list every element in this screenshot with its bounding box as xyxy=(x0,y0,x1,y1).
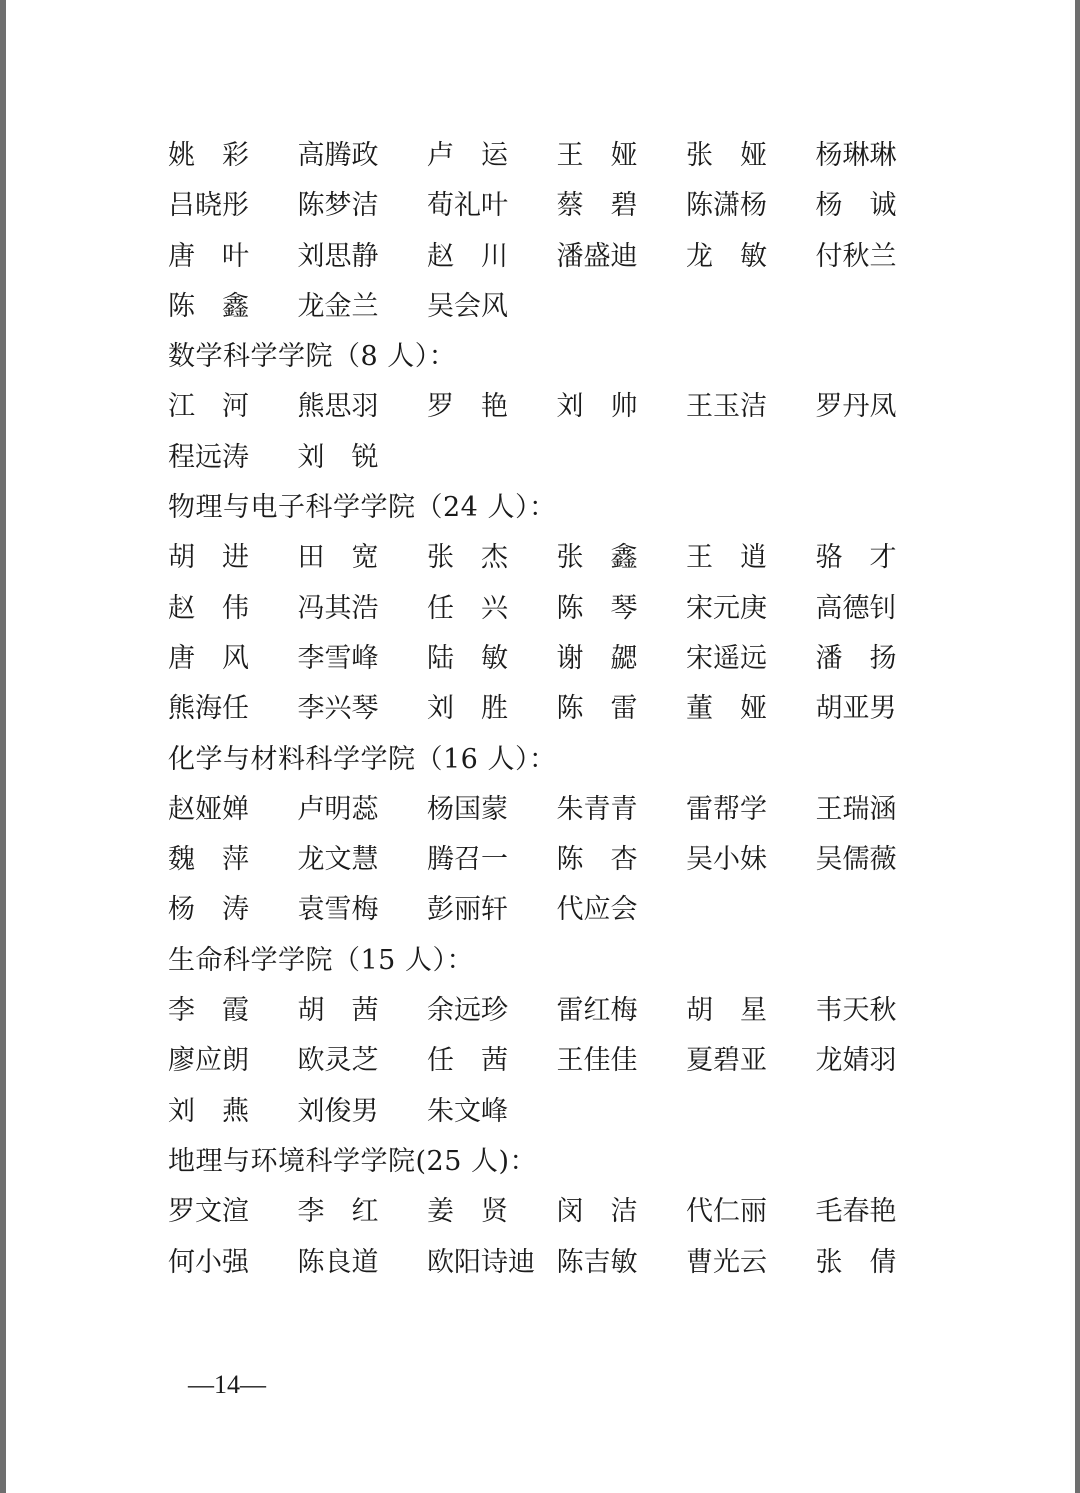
name-row xyxy=(168,433,928,483)
student-name: 蔡 碧 xyxy=(556,190,638,222)
student-name: 陈 杏 xyxy=(556,844,638,876)
student-name: 潘盛迪 xyxy=(556,240,638,272)
student-name: 袁雪梅 xyxy=(297,894,379,926)
student-name: 刘思静 xyxy=(297,240,379,272)
student-name: 任 兴 xyxy=(427,592,508,624)
student-name: 刘俊男 xyxy=(297,1095,379,1127)
student-name: 赵娅婵 xyxy=(168,793,249,825)
student-name: 代仁丽 xyxy=(686,1196,767,1228)
college-heading: 化学与材料科学学院（16 人）： xyxy=(168,743,557,775)
name-row xyxy=(168,684,928,734)
page-content xyxy=(168,131,928,1288)
student-name: 刘 燕 xyxy=(168,1095,249,1127)
student-name: 陈 雷 xyxy=(556,693,638,725)
student-name: 姜 贤 xyxy=(427,1196,508,1228)
student-name: 雷帮学 xyxy=(686,793,767,825)
name-row xyxy=(168,282,928,332)
student-name: 宋遥远 xyxy=(686,642,767,674)
student-name: 卢 运 xyxy=(427,140,508,171)
student-name: 高德钊 xyxy=(815,592,897,624)
student-name: 骆 才 xyxy=(815,542,897,574)
student-name: 毛春艳 xyxy=(815,1196,897,1228)
student-name: 龙文慧 xyxy=(297,844,379,876)
student-name: 杨 诚 xyxy=(815,190,897,222)
student-name: 杨国蒙 xyxy=(427,793,508,825)
student-name: 魏 萍 xyxy=(168,844,249,876)
student-name: 吕晓彤 xyxy=(168,190,249,222)
student-name: 李 红 xyxy=(297,1196,379,1228)
student-name: 陆 敏 xyxy=(427,642,508,674)
student-name: 张 倩 xyxy=(815,1246,897,1278)
college-heading: 生命科学学院（15 人）： xyxy=(168,944,474,976)
student-name: 龙婧羽 xyxy=(815,1045,897,1077)
student-name: 胡 星 xyxy=(686,995,767,1027)
student-name: 杨 涛 xyxy=(168,894,249,926)
student-name: 欧阳诗迪 xyxy=(427,1246,535,1278)
student-name: 熊海任 xyxy=(168,693,249,725)
college-heading: 数学科学学院（8 人）： xyxy=(168,341,457,373)
student-name: 熊思羽 xyxy=(297,391,379,423)
student-name: 朱文峰 xyxy=(427,1095,508,1127)
student-name: 胡 进 xyxy=(168,542,249,574)
student-name: 付秋兰 xyxy=(815,240,897,272)
college-heading: 地理与环境科学学院(25 人)： xyxy=(168,1145,538,1177)
student-name: 腾召一 xyxy=(427,844,508,876)
student-name: 赵 川 xyxy=(427,240,508,272)
student-name: 韦天秋 xyxy=(815,995,897,1027)
student-name: 王佳佳 xyxy=(556,1045,638,1077)
name-row xyxy=(168,1187,928,1237)
student-name: 廖应朗 xyxy=(168,1045,249,1077)
student-name: 吴小妹 xyxy=(686,844,767,876)
name-row xyxy=(168,634,928,684)
student-name: 夏碧亚 xyxy=(686,1045,767,1077)
student-name: 朱青青 xyxy=(556,793,638,825)
student-name: 余远珍 xyxy=(427,995,508,1027)
student-name: 唐 叶 xyxy=(168,240,249,272)
student-name: 雷红梅 xyxy=(556,995,638,1027)
student-name: 罗丹凤 xyxy=(815,391,897,423)
name-row xyxy=(168,885,928,935)
student-name: 江 河 xyxy=(168,391,249,423)
viewer-right-edge xyxy=(1075,0,1080,1493)
name-row xyxy=(168,1238,928,1288)
student-name: 王 逍 xyxy=(686,542,767,574)
name-row xyxy=(168,533,928,583)
student-name: 荀礼叶 xyxy=(427,190,508,222)
document-page xyxy=(6,0,1075,1493)
student-name: 潘 扬 xyxy=(815,642,897,674)
student-name: 刘 帅 xyxy=(556,391,638,423)
name-row xyxy=(168,131,928,181)
name-row xyxy=(168,785,928,835)
student-name: 闵 洁 xyxy=(556,1196,638,1228)
name-row xyxy=(168,382,928,432)
student-name: 宋元庚 xyxy=(686,592,767,624)
name-row xyxy=(168,181,928,231)
student-name: 陈潇杨 xyxy=(686,190,767,222)
student-name: 冯其浩 xyxy=(297,592,379,624)
student-name: 代应会 xyxy=(556,894,638,926)
student-name: 李雪峰 xyxy=(297,642,379,674)
name-row xyxy=(168,584,928,634)
student-name: 唐 风 xyxy=(168,642,249,674)
student-name: 刘 锐 xyxy=(297,441,379,473)
student-name: 陈 鑫 xyxy=(168,290,249,322)
page-number: —14— xyxy=(188,1370,266,1399)
student-name: 吴儒薇 xyxy=(815,844,897,876)
student-name: 王瑞涵 xyxy=(815,793,897,825)
student-name: 胡 茜 xyxy=(297,995,379,1027)
student-name: 陈良道 xyxy=(297,1246,379,1278)
student-name: 罗 艳 xyxy=(427,391,508,423)
student-name: 欧灵芝 xyxy=(297,1045,379,1077)
student-name: 张 鑫 xyxy=(556,542,638,574)
student-name: 彭丽轩 xyxy=(427,894,508,926)
student-name: 陈 琴 xyxy=(556,592,638,624)
student-name: 任 茜 xyxy=(427,1045,508,1077)
student-name: 吴会风 xyxy=(427,290,508,322)
student-name: 王 娅 xyxy=(556,140,638,171)
college-heading: 物理与电子科学学院（24 人）： xyxy=(168,492,557,524)
name-row xyxy=(168,1036,928,1086)
student-name: 程远涛 xyxy=(168,441,249,473)
student-name: 罗文渲 xyxy=(168,1196,249,1228)
student-name: 龙金兰 xyxy=(297,290,379,322)
student-name: 董 娅 xyxy=(686,693,767,725)
name-row xyxy=(168,232,928,282)
student-name: 张 杰 xyxy=(427,542,508,574)
student-name: 陈吉敏 xyxy=(556,1246,638,1278)
student-name: 杨琳琳 xyxy=(815,140,897,171)
student-name: 何小强 xyxy=(168,1246,249,1278)
student-name: 曹光云 xyxy=(686,1246,767,1278)
student-name: 高腾政 xyxy=(297,140,379,171)
student-name: 卢明蕊 xyxy=(297,793,379,825)
student-name: 田 宽 xyxy=(297,542,379,574)
student-name: 陈梦洁 xyxy=(297,190,379,222)
student-name: 姚 彩 xyxy=(168,140,249,171)
student-name: 张 娅 xyxy=(686,140,767,171)
student-name: 李 霞 xyxy=(168,995,249,1027)
student-name: 王玉洁 xyxy=(686,391,767,423)
name-row xyxy=(168,1087,928,1137)
name-row xyxy=(168,986,928,1036)
name-row xyxy=(168,835,928,885)
student-name: 龙 敏 xyxy=(686,240,767,272)
student-name: 李兴琴 xyxy=(297,693,379,725)
student-name: 刘 胜 xyxy=(427,693,508,725)
student-name: 胡亚男 xyxy=(815,693,897,725)
student-name: 谢 勰 xyxy=(556,642,638,674)
student-name: 赵 伟 xyxy=(168,592,249,624)
